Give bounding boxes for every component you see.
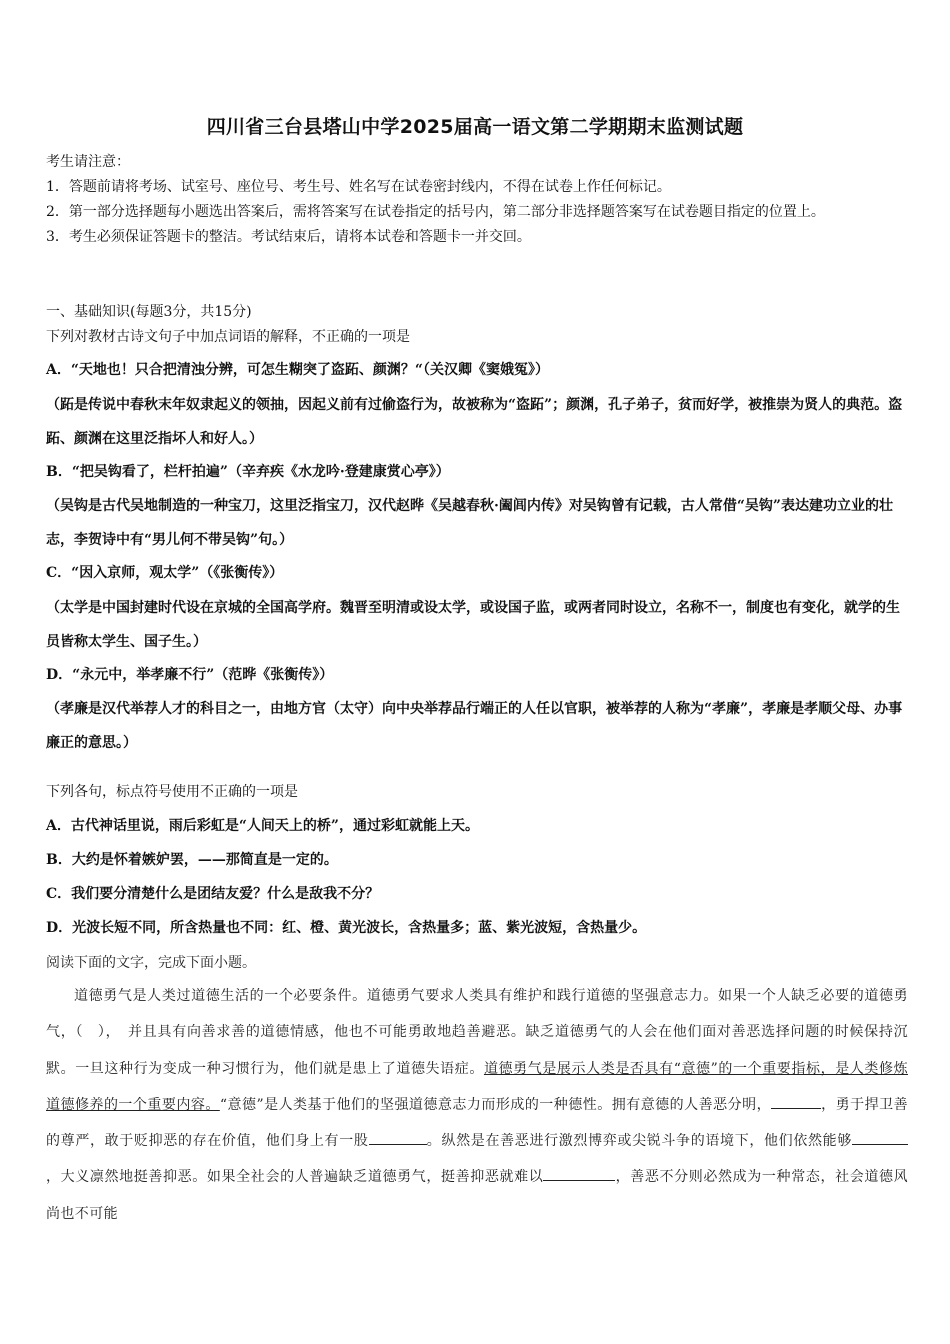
option-a: A．古代神话里说，雨后彩虹是“人间天上的桥”，通过彩虹就能上天。 [46,818,479,834]
passage-text: ，善恶不分则必然成为一种常态，社会道德风尚也不可能 [46,1169,908,1222]
question-2 [46,775,908,945]
option-b-explanation: （吴钩是古代吴地制造的一种宝刀，这里泛指宝刀，汉代赵晔《吴越春秋·阖闾内传》对吴钩曾有记载，古人常借“吴钩”表达建功立业的壮志，李贺诗中有“男儿何不带吴钩”句。） [46,498,893,548]
option-c-explanation: （太学是中国封建时代设在京城的全国高学府。魏晋至明清或设太学，或设国子监，或两者同时设立，名称不一，制度也有变化，就学的生员皆称太学生、国子生。） [46,599,900,650]
passage-text: 。纵然是在善恶进行激烈博弈或尖锐斗争的语境下，他们依然能够 [426,1133,852,1150]
section-heading: 一、基础知识(每题3分，共15分) [46,304,252,320]
notice-block [46,150,908,250]
notice-heading: 考生请注意： [46,154,130,170]
option-c: C．我们要分清楚什么是团结友爱？什么是敌我不分？ [46,886,380,902]
option-b: B．“把吴钩看了，栏杆拍遍”（辛弃疾《水龙吟·登建康赏心亭》） [46,463,450,480]
notice-item: 3．考生必须保证答题卡的整洁。考试结束后，请将本试卷和答题卡一并交回。 [46,229,531,245]
reading-passage [46,978,908,1232]
notice-item: 1．答题前请将考场、试室号、座位号、考生号、姓名写在试卷密封线内，不得在试卷上作任何标记。 [46,179,671,195]
passage-text: ，大义凛然地挺善抑恶。如果全社会的人普遍缺乏道德勇气，挺善抑恶就难以 [46,1169,544,1186]
notice-item: 2．第一部分选择题每小题选出答案后，需将答案写在试卷指定的括号内，第二部分非选择题答案写在试卷题目指定的位置上。 [46,204,825,220]
underlined-sentence: 道德勇气是展示人类是否具有“意德”的一个重要指标，是人类修炼道德修养的一个重要内容。 [46,1060,908,1113]
fill-blank [771,1094,821,1109]
question-stem: 下列各句，标点符号使用不正确的一项是 [46,784,298,800]
section-heading-block [46,300,908,350]
question-stem: 下列对教材古诗文句子中加点词语的解释，不正确的一项是 [46,329,410,345]
fill-blank [543,1166,615,1181]
passage-text: ，勇于捍卫善的尊严，敢于贬抑恶的存在价值，他们身上有一股 [46,1096,908,1150]
option-d-explanation: （孝廉是汉代举荐人才的科目之一，由地方官（太守）向中央举荐品行端正的人任以官职，被举荐的人称为“孝廉”，孝廉是孝顺父母、办事廉正的意思。） [46,701,903,751]
reading-passage-block [46,948,908,1232]
option-b: B．大约是怀着嫉妒罢，——那简直是一定的。 [46,852,338,868]
page-title: 四川省三台县塔山中学2025届高一语文第二学期期末监测试题 [206,116,744,138]
option-c: C．“因入京师，观太学”（《张衡传》） [46,565,284,581]
reading-intro: 阅读下面的文字，完成下面小题。 [46,955,256,971]
passage-text: 道德勇气是人类过道德生活的一个必要条件。道德勇气要求人类具有维护和践行道德的坚强意志力。如果一个人缺乏必要的道德勇气，（ ）， 并且具有向善求善的道德情感，他也不可能勇敢地趋善避恶。缺乏道德勇气的人会在他们面对善恶选择问题的时候保持沉默。一旦这种行为变成一种习惯行为，他们就是患上了道德失语症。 [46,988,908,1077]
option-d: D．“永元中，举孝廉不行”（范晔《张衡传》） [46,666,334,683]
option-a-explanation: （跖是传说中春秋末年奴隶起义的领抽，因起义前有过偷盗行为，故被称为“盗跖”；颜渊，孔子弟子，贫而好学，被推崇为贤人的典范。盗跖、颜渊在这里泛指坏人和好人。） [46,396,903,447]
fill-blank [852,1130,908,1145]
option-a: A．“天地也！只合把清浊分辨，可怎生糊突了盗跖、颜渊？“（关汉卿《窦娥冤》） [46,362,549,378]
passage-text: “意德”是人类基于他们的坚强道德意志力而形成的一种德性。拥有意德的人善恶分明， [219,1096,772,1113]
fill-blank [369,1130,427,1145]
question-1-options [46,354,908,760]
option-d: D．光波长短不同，所含热量也不同：红、橙、黄光波长，含热量多；蓝、紫光波短，含热量少。 [46,920,647,936]
